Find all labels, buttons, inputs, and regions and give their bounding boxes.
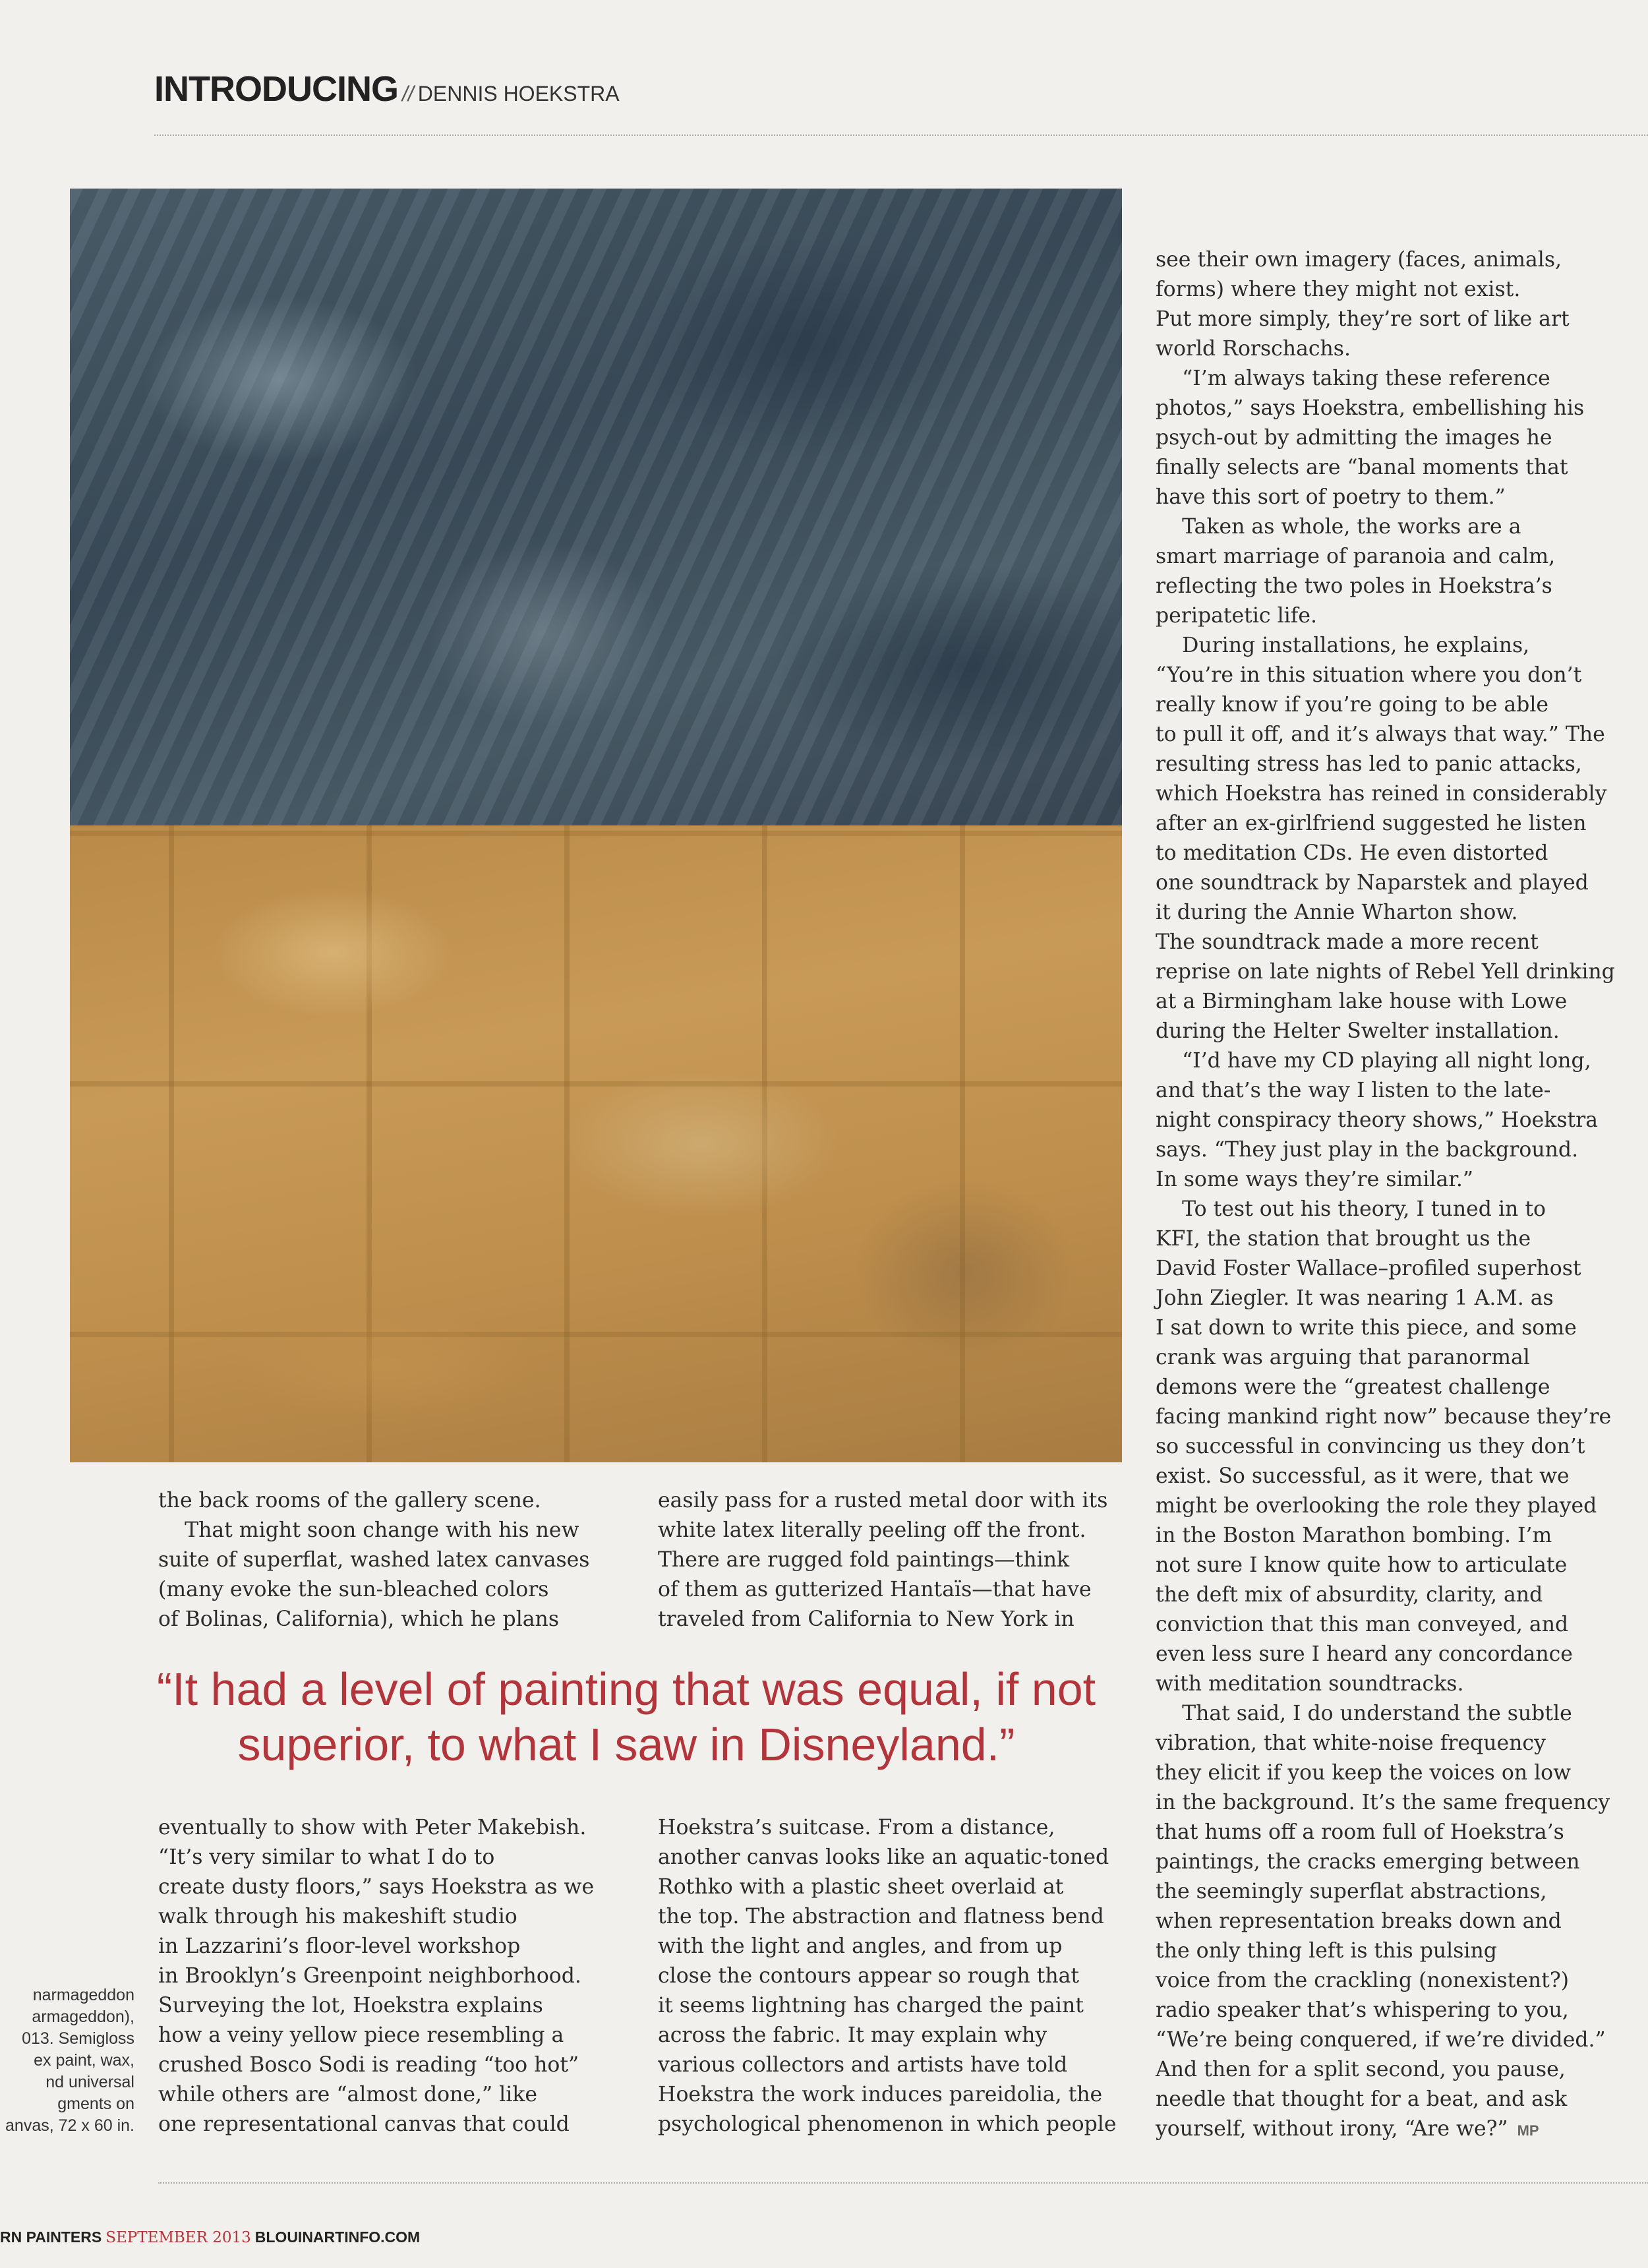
article-column-1-top: the back rooms of the gallery scene. That might soon change with his new suite of superflat, washed latex canvases (many evoke the sun-bleached colors of Bolinas, California), which he plans: [158, 1489, 590, 1631]
article-column-3-text: see their own imagery (faces, animals, forms) where they might not exist. Put more simply, they’re sort of like art world Rorschachs. “I’m always taking these reference photos,” says Hoekstra, embellishing his psych-out by admitting the images he finally selects are “banal moments that have this sort of poetry to them.” Taken as whole, the works are a smart marriage of paranoia and calm, reflecting the two poles in Hoekstra’s peripatetic life. During installations, he explains, “You’re in this situation where you don’t really know if you’re going to be able to pull it off, and it’s always that way.” The resulting stress has led to panic attacks, which Hoekstra has reined in considerably after an ex-girlfriend suggested he listen to meditation CDs. He even distorted one soundtrack by Naparstek and played it during the Annie Wharton show. The soundtrack made a more recent reprise on late nights of Rebel Yell drinking at a Birmingham lake house with Lowe during the Helter Swelter installation. “I’d have my CD playing all night long, and that’s the way I listen to the late- night conspiracy theory shows,” Hoekstra says. “They just play in the background. In some ways they’re similar.” To test out his theory, I tuned in to KFI, the station that brought us the David Foster Wallace–profiled superhost John Ziegler. It was nearing 1 A.M. as I sat down to write this piece, and some crank was arguing that paranormal demons were the “greatest challenge facing mankind right now” because they’re so successful in convincing us they don’t exist. So successful, as it were, that we might be overlooking the role they played in the Boston Marathon bombing. I’m not sure I know quite how to articulate the deft mix of absurdity, clarity, and conviction that this man conveyed, and even less sure I heard any concordance with meditation soundtracks. That said, I do understand the subtle vibration, that white-noise frequency they elicit if you keep the voices on low in the background. It’s the same frequency that hums off a room full of Hoekstra’s paintings, the cracks emerging between the seemingly superflat abstractions, when representation breaks down and the only thing left is this pulsing voice from the crackling (nonexistent?) radio speaker that’s whispering to you, “We’re being conquered, if we’re divided.” And then for a split second, you pause, needle that thought for a beat, and ask yourself, without irony, “Are we?”: [1156, 248, 1615, 2141]
publication-name: RN PAINTERS: [0, 2228, 102, 2246]
header-separator: //: [401, 82, 414, 105]
footer-rule: [158, 2182, 1648, 2184]
artwork-image: [70, 189, 1122, 1462]
article-column-2-top: easily pass for a rusted metal door with its white latex literally peeling off the front. There are rugged fold paintings—think of them as gutterized Hantaïs—that have traveled from California to New York in: [658, 1489, 1108, 1631]
artwork-panel-ochre: [70, 825, 1122, 1462]
issue-date: SEPTEMBER 2013: [105, 2229, 251, 2246]
header-rule: [154, 134, 1648, 136]
pull-quote: “It had a level of painting that was equal, if not superior, to what I saw in Disneyland.”: [156, 1663, 1096, 1770]
article-column-2-bottom: Hoekstra’s suitcase. From a distance, another canvas looks like an aquatic-toned Rothko with a plastic sheet overlaid at the top. The abstraction and flatness bend with the light and angles, and from up close the contours appear so rough that it seems lightning has charged the paint across the fabric. It may explain why various collectors and artists have told Hoekstra the work induces pareidolia, the psychological phenomenon in which people: [658, 1816, 1117, 2136]
artwork-panel-blue: [70, 189, 1122, 825]
artwork-caption: narmageddon armageddon), 013. Semigloss ex paint, wax, nd universal gments on anvas, 72 x 60 in.: [5, 1986, 134, 2135]
article-subject: DENNIS HOEKSTRA: [417, 82, 620, 105]
article-column-3: [1156, 245, 1630, 2145]
publication-website: BLOUINARTINFO.COM: [254, 2228, 421, 2246]
section-title: INTRODUCING: [154, 69, 398, 109]
page-footer: [0, 2228, 420, 2246]
page-header: [154, 69, 1648, 134]
author-signature: MP: [1517, 2122, 1539, 2139]
article-column-1-bottom: eventually to show with Peter Makebish. “It’s very similar to what I do to create dusty floors,” says Hoekstra as we walk through his makeshift studio in Lazzarini’s floor-level workshop in Brooklyn’s Greenpoint neighborhood. Surveying the lot, Hoekstra explains how a veiny yellow piece resembling a crushed Bosco Sodi is reading “too hot” while others are “almost done,” like one representational canvas that could: [158, 1816, 595, 2136]
